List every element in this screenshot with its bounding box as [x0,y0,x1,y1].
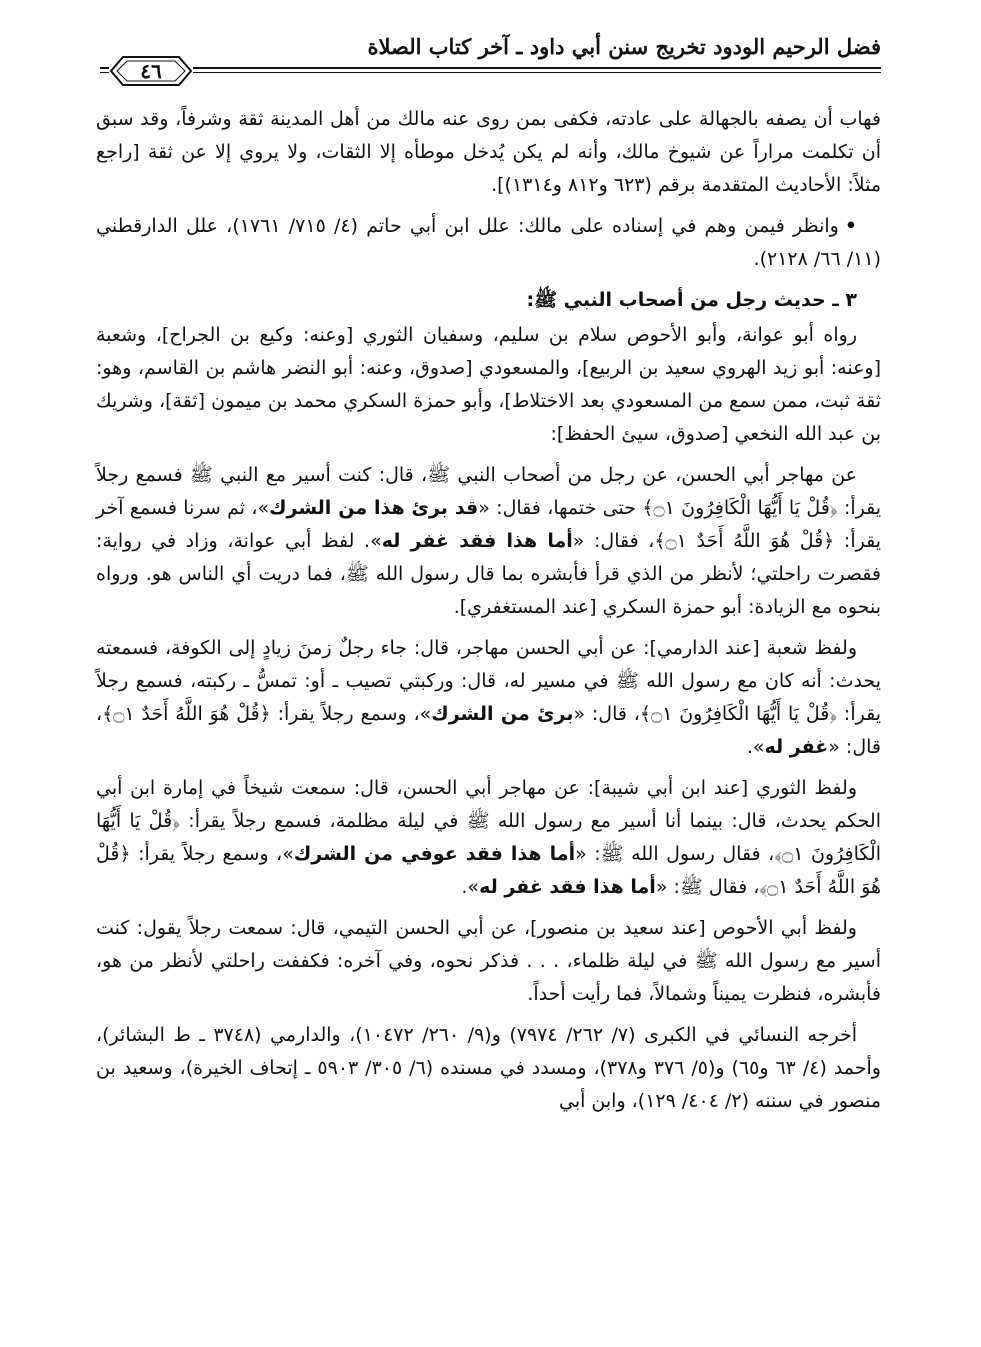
bullet-icon: • [844,215,857,237]
section-heading: ٣ ـ حديث رجل من أصحاب النبي ﷺ: [526,289,857,311]
paragraph-text: ولفظ شعبة [عند الدارمي]: عن أبي الحسن مهاجر، قال: جاء رجلٌ زمنَ زيادٍ إلى الكوفة، فسمعته يحدث: أنه كان مع رسول الله ﷺ في مسير له، قال: وركبتي تصيب ـ أو: تمسُّ ـ ركبته، فسمع رجلاً يقرأ: ﴿قُلْ يَا أَيُّهَا الْكَافِرُونَ ۝١﴾، قال: « [96,637,881,725]
paragraph [96,459,881,624]
hadith-quote: أما هذا فقد عوفي من الشرك [293,843,576,865]
hadith-quote: غفر له [764,736,829,758]
paragraph-text: ». [461,876,480,898]
paragraph-text: أخرجه النسائي في الكبرى (٧/ ٢٦٢/ ٧٩٧٤) و(٩/ ٢٦٠/ ١٠٤٧٢)، والدارمي (٣٧٤٨ ـ ط البشائر)، وأحمد (٤/ ٦٣ و٦٥) و(٥/ ٣٧٦ و٣٧٨)، ومسدد في مسنده (٦/ ٣٠٥/ ٥٩٠٣ ـ إتحاف الخيرة)، وسعيد بن منصور في سننه (٢/ ٤٠٤/ ١٢٩)، وابن أبي [96,1024,881,1112]
paragraph-text: رواه أبو عوانة، وأبو الأحوص سلام بن سليم، وسفيان الثوري [وعنه: وكيع بن الجراح]، وشعبة [وعنه: أبو زيد الهروي سعيد بن الربيع]، والمسعودي [صدوق، وعنه: أبو النضر هاشم بن القاسم، وهو: ثقة ثبت، ممن سمع من المسعودي بعد الاختلاط]، وأبو حمزة السكري محمد بن ميمون [ثقة]، وشريك بن عبد الله النخعي [صدوق، سيئ الحفظ]: [96,324,881,445]
paragraph-text: فهاب أن يصفه بالجهالة على عادته، فكفى بمن روى عنه مالك من أهل المدينة ثقة وشرفاً، وقد سبق أن تكلمت مراراً عن شيوخ مالك، وأنه لم يكن يُدخل موطأه إلا الثقات، ولا يروي إلا عن ثقة [راجع مثلاً: الأحاديث المتقدمة برقم (٦٢٣ و٨١٢ و١٣١٤)]. [96,108,881,196]
paragraph-text: ولفظ الثوري [عند ابن أبي شيبة]: عن مهاجر أبي الحسن، قال: سمعت شيخاً في إمارة ابن أبي الحكم يحدث، قال: بينما أنا أسير مع رسول الله ﷺ في ليلة مظلمة، فسمع رجلاً يقرأ: ﴿قُلْ يَا أَيُّهَا الْكَافِرُونَ ۝١﴾، فقال رسول الله ﷺ: « [96,777,881,865]
page-number-ornament [109,53,193,89]
hadith-quote: قد برئ هذا من الشرك [269,497,479,519]
paragraph-text: عن مهاجر أبي الحسن، عن رجل من أصحاب النبي ﷺ، قال: كنت أسير مع النبي ﷺ فسمع رجلاً يقرأ: ﴿قُلْ يَا أَيُّهَا الْكَافِرُونَ ۝١﴾ حتى ختمها، فقال: « [96,464,882,519]
paragraph-text: وانظر فيمن وهم في إسناده على مالك: علل ابن أبي حاتم (٤/ ٧١٥/ ١٧٦١)، علل الدارقطني (١١/ ٦٦/ ٢١٢٨). [96,215,881,270]
header-rule-thin [100,72,881,73]
paragraph-text: ». [746,736,765,758]
paragraph [96,319,881,451]
paragraph-text: »، وسمع رجلاً يقرأ: ﴿قُلْ هُوَ اللَّهُ أَحَدٌ ۝١﴾، قال: « [96,703,881,758]
paragraph-text: ». لفظ أبي عوانة، وزاد في رواية: فقصرت راحلتي؛ لأنظر من الذي قرأ فأبشره بما قال رسول الله ﷺ، فما دريت أي الناس هو. ورواه بنحوه مع الزيادة: أبو حمزة السكري [عند المستغفري]. [96,530,881,618]
main-text [96,103,881,1126]
hadith-quote: أما هذا فقد غفر له [381,530,573,552]
page-number: ٤٦ [140,59,162,83]
paragraph [96,772,881,904]
running-title: فضل الرحيم الودود تخريج سنن أبي داود ـ آخر كتاب الصلاة [367,34,881,59]
hadith-quote: أما هذا فقد غفر له [479,876,656,898]
hadith-quote: برئ من الشرك [431,703,574,725]
paragraph [96,912,881,1011]
paragraph-text: »، وسمع رجلاً يقرأ: ﴿قُلْ هُوَ اللَّهُ أَحَدٌ ۝١﴾، فقال ﷺ: « [96,843,881,898]
paragraph-text: ولفظ أبي الأحوص [عند سعيد بن منصور]، عن أبي الحسن التيمي، قال: سمعت رجلاً يقول: كنت أسير مع رسول الله ﷺ في ليلة ظلماء، . . . فذكر نحوه، وفي آخره: فكففت راحلتي لأنظر من هو، فأبشره، فنظرت يميناً وشمالاً، فما رأيت أحداً. [96,917,881,1005]
paragraph-bullet [96,210,881,276]
paragraph [96,632,881,764]
paragraph [96,1019,881,1118]
paragraph [96,103,881,202]
paragraph-text: »، ثم سرنا فسمع آخر يقرأ: ﴿قُلْ هُوَ اللَّهُ أَحَدٌ ۝١﴾، فقال: « [96,497,881,552]
header-rule-thick [100,67,881,69]
